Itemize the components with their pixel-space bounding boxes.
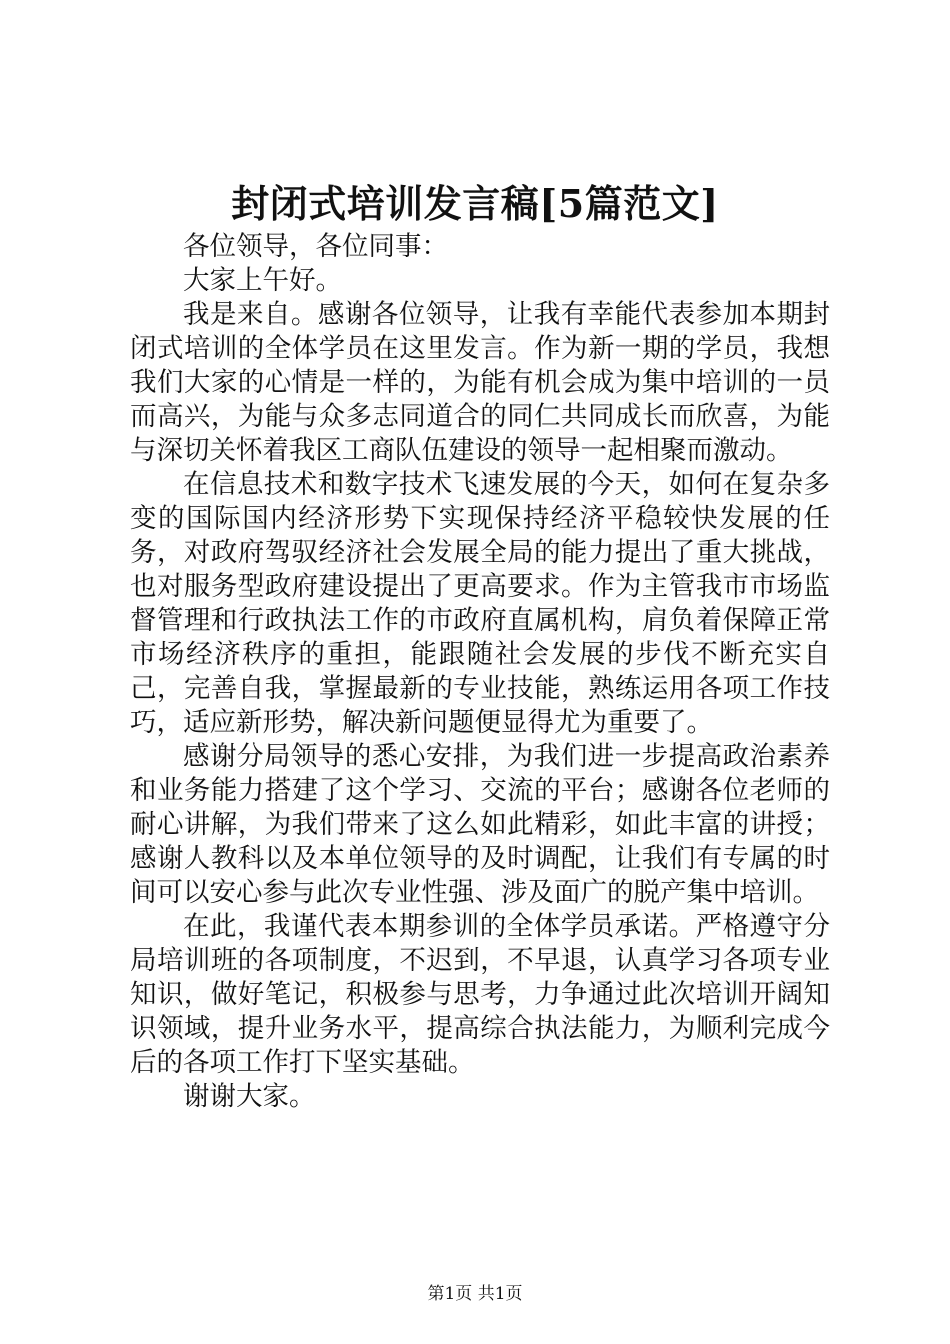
closing-paragraph: 谢谢大家。 <box>183 1081 316 1112</box>
document-title: 封闭式培训发言稿[5篇范文] <box>231 181 719 226</box>
greeting-paragraph: 各位领导，各位同事： <box>183 231 448 262</box>
document-body <box>130 230 830 1114</box>
body-paragraph: 在此，我谨代表本期参训的全体学员承诺。严格遵守分局培训班的各项制度，不迟到，不早退，认真学习各项专业知识，做好笔记，积极参与思考，力争通过此次培训开阔知识领域，提升业务水平，提高综合执法能力，为顺利完成今后的各项工作打下坚实基础。 <box>130 911 830 1078</box>
body-paragraph: 感谢分局领导的悉心安排，为我们进一步提高政治素养和业务能力搭建了这个学习、交流的平台；感谢各位老师的耐心讲解，为我们带来了这么如此精彩，如此丰富的讲授；感谢人教科以及本单位领导的及时调配，让我们有专属的时间可以安心参与此次专业性强、涉及面广的脱产集中培训。 <box>130 741 830 908</box>
page-footer: 第1页 共1页 <box>427 1284 523 1304</box>
salutation-paragraph: 大家上午好。 <box>183 265 342 296</box>
body-paragraph: 在信息技术和数字技术飞速发展的今天，如何在复杂多变的国际国内经济形势下实现保持经济平稳较快发展的任务，对政府驾驭经济社会发展全局的能力提出了重大挑战，也对服务型政府建设提出了更高要求。作为主管我市市场监督管理和行政执法工作的市政府直属机构，肩负着保障正常市场经济秩序的重担，能跟随社会发展的步伐不断充实自己，完善自我，掌握最新的专业技能，熟练运用各项工作技巧，适应新形势，解决新问题便显得尤为重要了。 <box>130 469 830 738</box>
body-paragraph: 我是来自。感谢各位领导，让我有幸能代表参加本期封闭式培训的全体学员在这里发言。作为新一期的学员，我想我们大家的心情是一样的，为能有机会成为集中培训的一员而高兴，为能与众多志同道合的同仁共同成长而欣喜，为能与深切关怀着我区工商队伍建设的领导一起相聚而激动。 <box>130 299 830 466</box>
